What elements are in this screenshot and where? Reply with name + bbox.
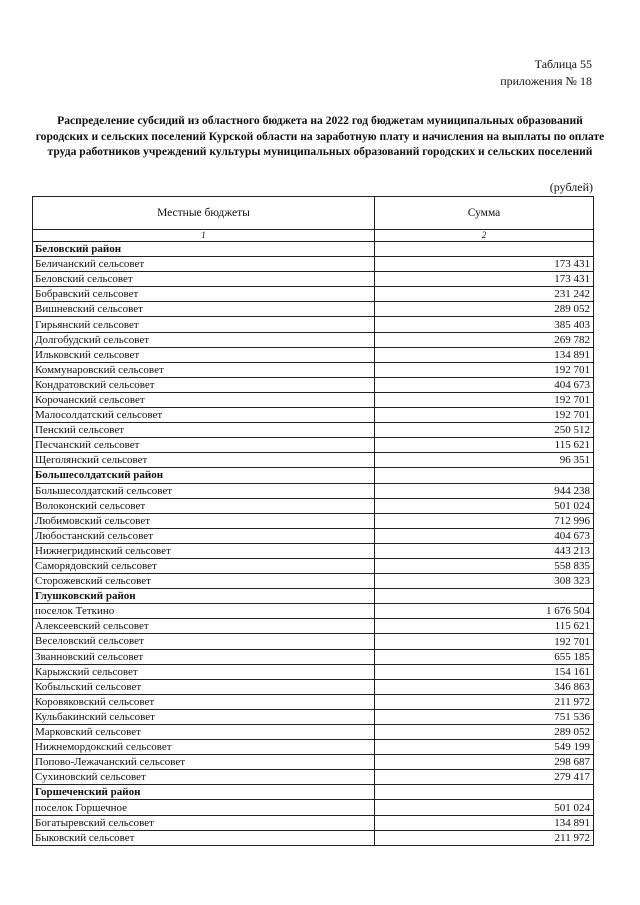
amount-cell: 211 972 <box>375 694 594 709</box>
settlement-name: Быковский сельсовет <box>33 830 375 845</box>
amount-cell: 308 323 <box>375 574 594 589</box>
amount-cell: 944 238 <box>375 483 594 498</box>
table-row <box>33 287 594 302</box>
document-title: Распределение субсидий из областного бюджета на 2022 год бюджетам муниципальных образований городских и сельских поселений Курской области на заработную плату и начисления на выплаты по оплате труда работников учреждений культуры муниципальных образований городских и сельских поселений <box>35 114 605 158</box>
settlement-name: поселок Теткино <box>33 604 375 619</box>
table-row <box>33 513 594 528</box>
amount-cell: 192 701 <box>375 362 594 377</box>
settlement-name: Нижнемордокский сельсовет <box>33 740 375 755</box>
table-row <box>33 272 594 287</box>
amount-cell: 173 431 <box>375 257 594 272</box>
amount-cell: 346 863 <box>375 679 594 694</box>
settlement-name: Бобравский сельсовет <box>33 287 375 302</box>
settlement-name: поселок Горшечное <box>33 800 375 815</box>
table-row <box>33 770 594 785</box>
amount-cell: 501 024 <box>375 498 594 513</box>
settlement-name: Богатыревский сельсовет <box>33 815 375 830</box>
table-row <box>33 317 594 332</box>
column-number-row <box>33 230 594 242</box>
amount-cell: 289 052 <box>375 302 594 317</box>
settlement-name: Сухиновский сельсовет <box>33 770 375 785</box>
table-row <box>33 423 594 438</box>
appendix-label: приложения № 18 <box>500 74 592 88</box>
amount-cell: 115 621 <box>375 619 594 634</box>
settlement-name: Марковский сельсовет <box>33 725 375 740</box>
district-row <box>33 589 594 604</box>
amount-cell: 211 972 <box>375 830 594 845</box>
settlement-name: Вишневский сельсовет <box>33 302 375 317</box>
document-header <box>500 56 592 90</box>
table-row <box>33 619 594 634</box>
settlement-name: Кобыльский сельсовет <box>33 679 375 694</box>
settlement-name: Коммунаровский сельсовет <box>33 362 375 377</box>
settlement-name: Коровяковский сельсовет <box>33 694 375 709</box>
column-header-amount: Сумма <box>375 197 594 230</box>
table-row <box>33 377 594 392</box>
subsidy-table <box>32 196 594 846</box>
table-row <box>33 800 594 815</box>
amount-cell: 712 996 <box>375 513 594 528</box>
table-row <box>33 558 594 573</box>
settlement-name: Кульбакинский сельсовет <box>33 709 375 724</box>
table-row <box>33 604 594 619</box>
settlement-name: Веселовский сельсовет <box>33 634 375 649</box>
settlement-name: Нижнегридинский сельсовет <box>33 543 375 558</box>
amount-cell <box>375 785 594 800</box>
table-row <box>33 709 594 724</box>
amount-cell: 173 431 <box>375 272 594 287</box>
amount-cell <box>375 468 594 483</box>
settlement-name: Пенский сельсовет <box>33 423 375 438</box>
amount-cell: 192 701 <box>375 408 594 423</box>
table-row <box>33 755 594 770</box>
district-name: Большесолдатский район <box>33 468 375 483</box>
amount-cell: 279 417 <box>375 770 594 785</box>
settlement-name: Попово-Лежачанский сельсовет <box>33 755 375 770</box>
settlement-name: Малосолдатский сельсовет <box>33 408 375 423</box>
settlement-name: Долгобудский сельсовет <box>33 332 375 347</box>
settlement-name: Ильковский сельсовет <box>33 347 375 362</box>
table-row <box>33 392 594 407</box>
settlement-name: Кондратовский сельсовет <box>33 377 375 392</box>
district-name: Глушковский район <box>33 589 375 604</box>
district-row <box>33 242 594 257</box>
amount-cell <box>375 242 594 257</box>
table-row <box>33 483 594 498</box>
units-label: (рублей) <box>549 180 593 194</box>
amount-cell: 298 687 <box>375 755 594 770</box>
table-row <box>33 257 594 272</box>
settlement-name: Званновский сельсовет <box>33 649 375 664</box>
table-row <box>33 362 594 377</box>
table-row <box>33 634 594 649</box>
district-name: Беловский район <box>33 242 375 257</box>
amount-cell: 154 161 <box>375 664 594 679</box>
amount-cell: 289 052 <box>375 725 594 740</box>
settlement-name: Саморядовский сельсовет <box>33 558 375 573</box>
amount-cell: 404 673 <box>375 377 594 392</box>
table-row <box>33 574 594 589</box>
table-row <box>33 302 594 317</box>
table-row <box>33 347 594 362</box>
column-header-budgets: Местные бюджеты <box>33 197 375 230</box>
amount-cell: 231 242 <box>375 287 594 302</box>
settlement-name: Песчанский сельсовет <box>33 438 375 453</box>
table-row <box>33 725 594 740</box>
district-name: Горшеченский район <box>33 785 375 800</box>
table-row <box>33 498 594 513</box>
table-row <box>33 740 594 755</box>
settlement-name: Беловский сельсовет <box>33 272 375 287</box>
table-header-row <box>33 197 594 230</box>
table-row <box>33 332 594 347</box>
amount-cell: 404 673 <box>375 528 594 543</box>
settlement-name: Беличанский сельсовет <box>33 257 375 272</box>
amount-cell: 96 351 <box>375 453 594 468</box>
amount-cell: 250 512 <box>375 423 594 438</box>
amount-cell: 192 701 <box>375 392 594 407</box>
amount-cell: 751 536 <box>375 709 594 724</box>
table-row <box>33 649 594 664</box>
table-row <box>33 543 594 558</box>
amount-cell: 655 185 <box>375 649 594 664</box>
settlement-name: Большесолдатский сельсовет <box>33 483 375 498</box>
amount-cell: 385 403 <box>375 317 594 332</box>
column-number-2: 2 <box>375 230 594 242</box>
table-row <box>33 679 594 694</box>
settlement-name: Щеголянский сельсовет <box>33 453 375 468</box>
amount-cell: 549 199 <box>375 740 594 755</box>
amount-cell: 443 213 <box>375 543 594 558</box>
table-row <box>33 815 594 830</box>
amount-cell: 192 701 <box>375 634 594 649</box>
settlement-name: Алексеевский сельсовет <box>33 619 375 634</box>
table-row <box>33 408 594 423</box>
table-row <box>33 438 594 453</box>
amount-cell <box>375 589 594 604</box>
column-number-1: 1 <box>33 230 375 242</box>
settlement-name: Корочанский сельсовет <box>33 392 375 407</box>
table-body <box>33 242 594 846</box>
table-row <box>33 453 594 468</box>
amount-cell: 115 621 <box>375 438 594 453</box>
amount-cell: 134 891 <box>375 347 594 362</box>
amount-cell: 134 891 <box>375 815 594 830</box>
settlement-name: Любимовский сельсовет <box>33 513 375 528</box>
table-number-label: Таблица 55 <box>534 57 592 71</box>
amount-cell: 269 782 <box>375 332 594 347</box>
district-row <box>33 785 594 800</box>
settlement-name: Любостанский сельсовет <box>33 528 375 543</box>
table-row <box>33 528 594 543</box>
settlement-name: Сторожевский сельсовет <box>33 574 375 589</box>
district-row <box>33 468 594 483</box>
table-row <box>33 664 594 679</box>
amount-cell: 558 835 <box>375 558 594 573</box>
amount-cell: 1 676 504 <box>375 604 594 619</box>
amount-cell: 501 024 <box>375 800 594 815</box>
settlement-name: Волоконский сельсовет <box>33 498 375 513</box>
settlement-name: Карыжский сельсовет <box>33 664 375 679</box>
table-row <box>33 830 594 845</box>
settlement-name: Гирьянский сельсовет <box>33 317 375 332</box>
table-row <box>33 694 594 709</box>
